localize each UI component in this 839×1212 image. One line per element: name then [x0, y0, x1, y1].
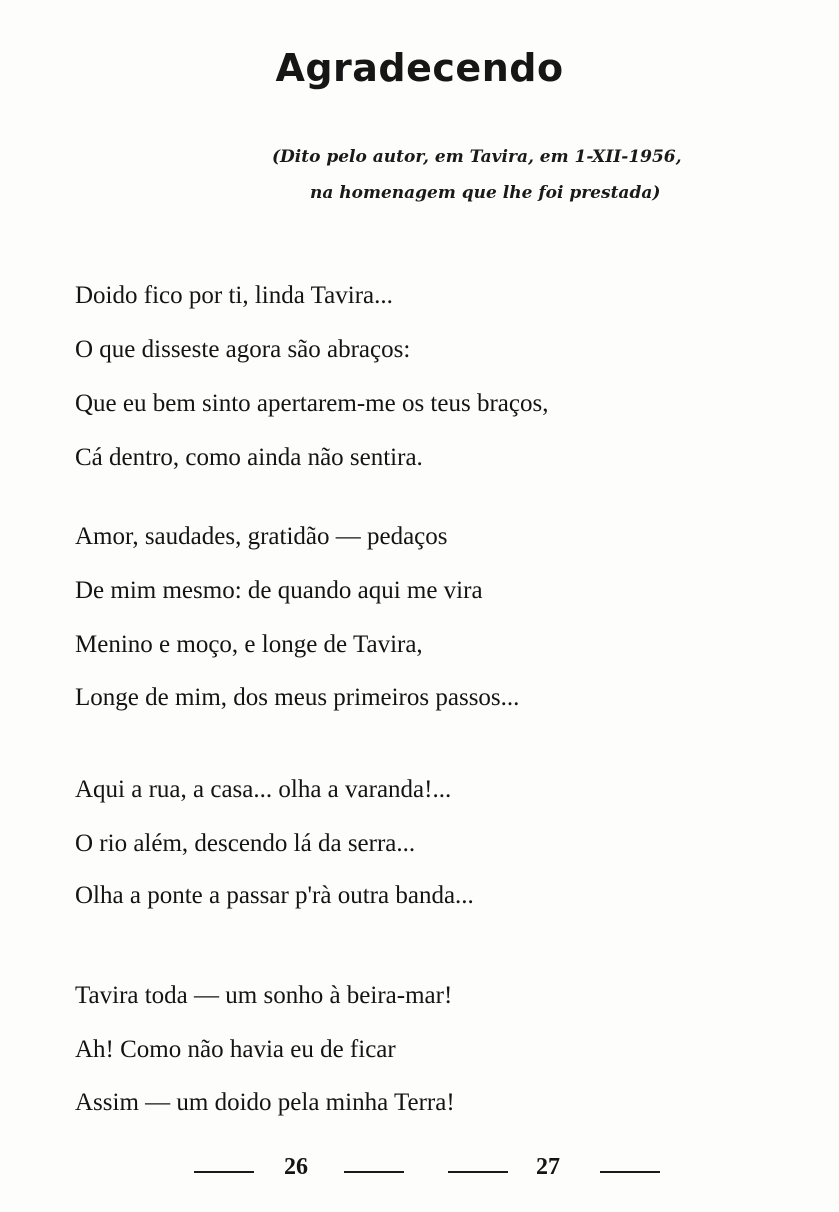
footer-rule	[344, 1171, 404, 1173]
verse-line: Cá dentro, como ainda não sentira.	[75, 444, 423, 471]
verse-line: O que disseste agora são abraços:	[75, 336, 411, 363]
verse-line: Menino e moço, e longe de Tavira,	[75, 631, 423, 658]
verse-line: Assim — um doido pela minha Terra!	[75, 1089, 455, 1116]
dedication-line-2: na homenagem que lhe foi prestada)	[310, 183, 661, 203]
verse-line: Ah! Como não havia eu de ficar	[75, 1036, 396, 1063]
verse-line: De mim mesmo: de quando aqui me vira	[75, 577, 483, 604]
footer-rule	[600, 1171, 660, 1173]
verse-line: Que eu bem sinto apertarem-me os teus braços,	[75, 390, 549, 417]
verse-line: Olha a ponte a passar p'rà outra banda...	[75, 882, 474, 909]
dedication-line-1: (Dito pelo autor, em Tavira, em 1-XII-1956,	[272, 147, 682, 167]
verse-line: Aqui a rua, a casa... olha a varanda!...	[75, 776, 452, 803]
page-footer	[0, 1152, 839, 1192]
page-number-right: 27	[536, 1154, 560, 1180]
footer-rule	[194, 1171, 254, 1173]
verse-line: O rio além, descendo lá da serra...	[75, 830, 416, 857]
verse-line: Longe de mim, dos meus primeiros passos...	[75, 684, 520, 711]
verse-line: Tavira toda — um sonho à beira-mar!	[75, 982, 453, 1009]
page-number-left: 26	[284, 1154, 308, 1180]
verse-line: Amor, saudades, gratidão — pedaços	[75, 523, 448, 550]
poem-title: Agradecendo	[275, 46, 564, 90]
footer-rule	[448, 1171, 508, 1173]
verse-line: Doido fico por ti, linda Tavira...	[75, 282, 393, 309]
